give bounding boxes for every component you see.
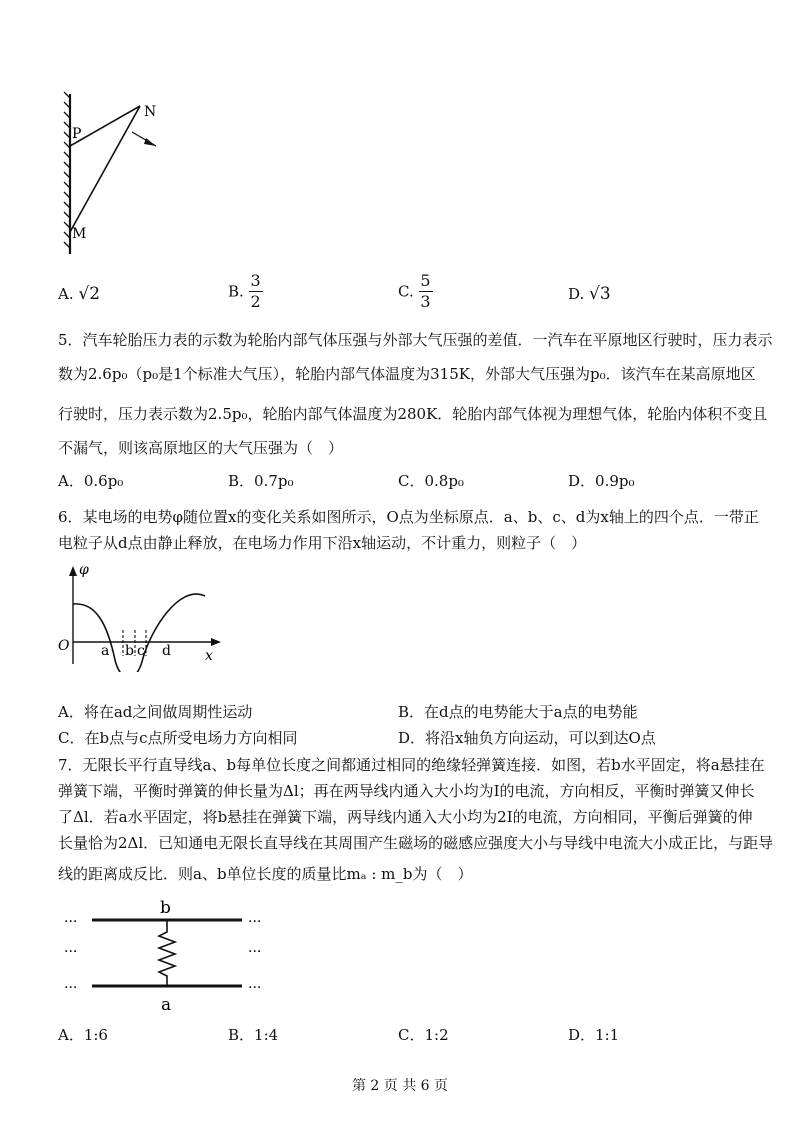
numerator: 3 bbox=[250, 271, 261, 290]
dots-left-bottom: ··· bbox=[64, 980, 78, 996]
dots-right-mid: ··· bbox=[248, 944, 262, 960]
q7-option-b: B．1:4 bbox=[228, 1026, 279, 1044]
q7-line-4: 长量恰为2Δl．已知通电无限长直导线在其周围产生磁场的磁感应强度大小与导线中电流大小成正比，与距导 bbox=[58, 834, 774, 852]
q5-line-1: 5．汽车轮胎压力表的示数为轮胎内部气体压强与外部大气压强的差值．一汽车在平原地区行驶时，压力表示 bbox=[58, 331, 773, 349]
label-phi: φ bbox=[79, 562, 89, 578]
option-value: √2 bbox=[78, 284, 101, 304]
option-letter: A. bbox=[58, 285, 74, 303]
q7-option-a: A．1:6 bbox=[58, 1026, 108, 1044]
q4-option-d bbox=[568, 284, 611, 304]
figure-q4-wall-rope bbox=[58, 90, 178, 260]
option-letter: C. bbox=[398, 282, 414, 301]
fraction bbox=[419, 272, 433, 311]
numerator: 5 bbox=[420, 271, 431, 290]
option-letter: B. bbox=[228, 282, 244, 301]
label-c: c bbox=[137, 643, 145, 659]
q6-line-1: 6．某电场的电势φ随位置x的变化关系如图所示，O点为坐标原点．a、b、c、d为x轴上的四个点．一带正 bbox=[58, 508, 759, 526]
q4-option-c bbox=[398, 272, 433, 311]
q6-option-a: A．将在ad之间做周期性运动 bbox=[58, 703, 253, 721]
dots-right-top: ··· bbox=[248, 914, 262, 930]
rope-mn bbox=[70, 106, 140, 232]
x-axis-arrow bbox=[211, 638, 221, 646]
q7-line-2: 弹簧下端，平衡时弹簧的伸长量为Δl；再在两导线内通入大小均为I的电流，方向相反，平衡时弹簧又伸长 bbox=[58, 782, 755, 800]
q6-option-b: B．在d点的电势能大于a点的电势能 bbox=[398, 703, 638, 721]
q5-line-3: 行驶时，压力表示数为2.5p₀，轮胎内部气体温度为280K．轮胎内部气体视为理想气体，轮胎内体积不变且 bbox=[58, 405, 768, 423]
q5-line-2: 数为2.6p₀（p₀是1个标准大气压），轮胎内部气体温度为315K，外部大气压强为p₀．该汽车在某高原地区 bbox=[58, 365, 756, 383]
q5-option-a: A．0.6p₀ bbox=[58, 472, 124, 490]
y-axis-arrow bbox=[69, 566, 77, 576]
q4-option-a bbox=[58, 284, 100, 304]
q7-option-c: C．1:2 bbox=[398, 1026, 449, 1044]
dots-right-bottom: ··· bbox=[248, 980, 262, 996]
figure-q6-potential-graph bbox=[55, 560, 230, 672]
dots-left-mid: ··· bbox=[64, 944, 78, 960]
label-a: a bbox=[161, 995, 172, 1015]
q7-line-5: 线的距离成反比．则a、b单位长度的质量比mₐ : m_b为（ ） bbox=[58, 865, 473, 883]
potential-curve bbox=[73, 594, 205, 672]
q5-line-4: 不漏气，则该高原地区的大气压强为（ ） bbox=[58, 439, 344, 457]
label-m: M bbox=[72, 226, 87, 242]
q5-option-b: B．0.7p₀ bbox=[228, 472, 294, 490]
page-footer: 第 2 页 共 6 页 bbox=[351, 1078, 449, 1094]
label-origin: O bbox=[58, 638, 70, 654]
force-arrowhead bbox=[144, 138, 156, 146]
denominator: 2 bbox=[250, 292, 261, 311]
option-value: √3 bbox=[589, 284, 611, 304]
q6-option-d: D．将沿x轴负方向运动，可以到达O点 bbox=[398, 729, 656, 747]
q5-option-d: D．0.9p₀ bbox=[568, 472, 635, 490]
option-letter: D. bbox=[568, 285, 585, 303]
spring bbox=[159, 920, 175, 986]
q6-option-c: C．在b点与c点所受电场力方向相同 bbox=[58, 729, 298, 747]
label-b: b bbox=[160, 898, 171, 918]
q7-option-d: D．1:1 bbox=[568, 1026, 620, 1044]
dots-left-top: ··· bbox=[64, 914, 78, 930]
label-x: x bbox=[205, 648, 213, 664]
q7-line-1: 7．无限长平行直导线a、b每单位长度之间都通过相同的绝缘轻弹簧连接．如图，若b水平固定，将a悬挂在 bbox=[58, 756, 765, 774]
label-a: a bbox=[101, 643, 110, 659]
q6-line-2: 电粒子从d点由静止释放，在电场力作用下沿x轴运动，不计重力，则粒子（ ） bbox=[58, 534, 587, 552]
denominator: 3 bbox=[420, 292, 431, 311]
label-n: N bbox=[144, 104, 157, 120]
fraction bbox=[249, 272, 263, 311]
q5-option-c: C．0.8p₀ bbox=[398, 472, 464, 490]
q4-option-b bbox=[228, 272, 263, 311]
label-b: b bbox=[125, 643, 134, 659]
label-d: d bbox=[162, 643, 171, 659]
figure-q7-wires-spring bbox=[60, 898, 280, 1018]
label-p: P bbox=[72, 126, 82, 142]
q7-line-3: 了Δl．若a水平固定，将b悬挂在弹簧下端，两导线内通入大小均为2I的电流，方向相同，平衡后弹簧的伸 bbox=[58, 808, 753, 826]
